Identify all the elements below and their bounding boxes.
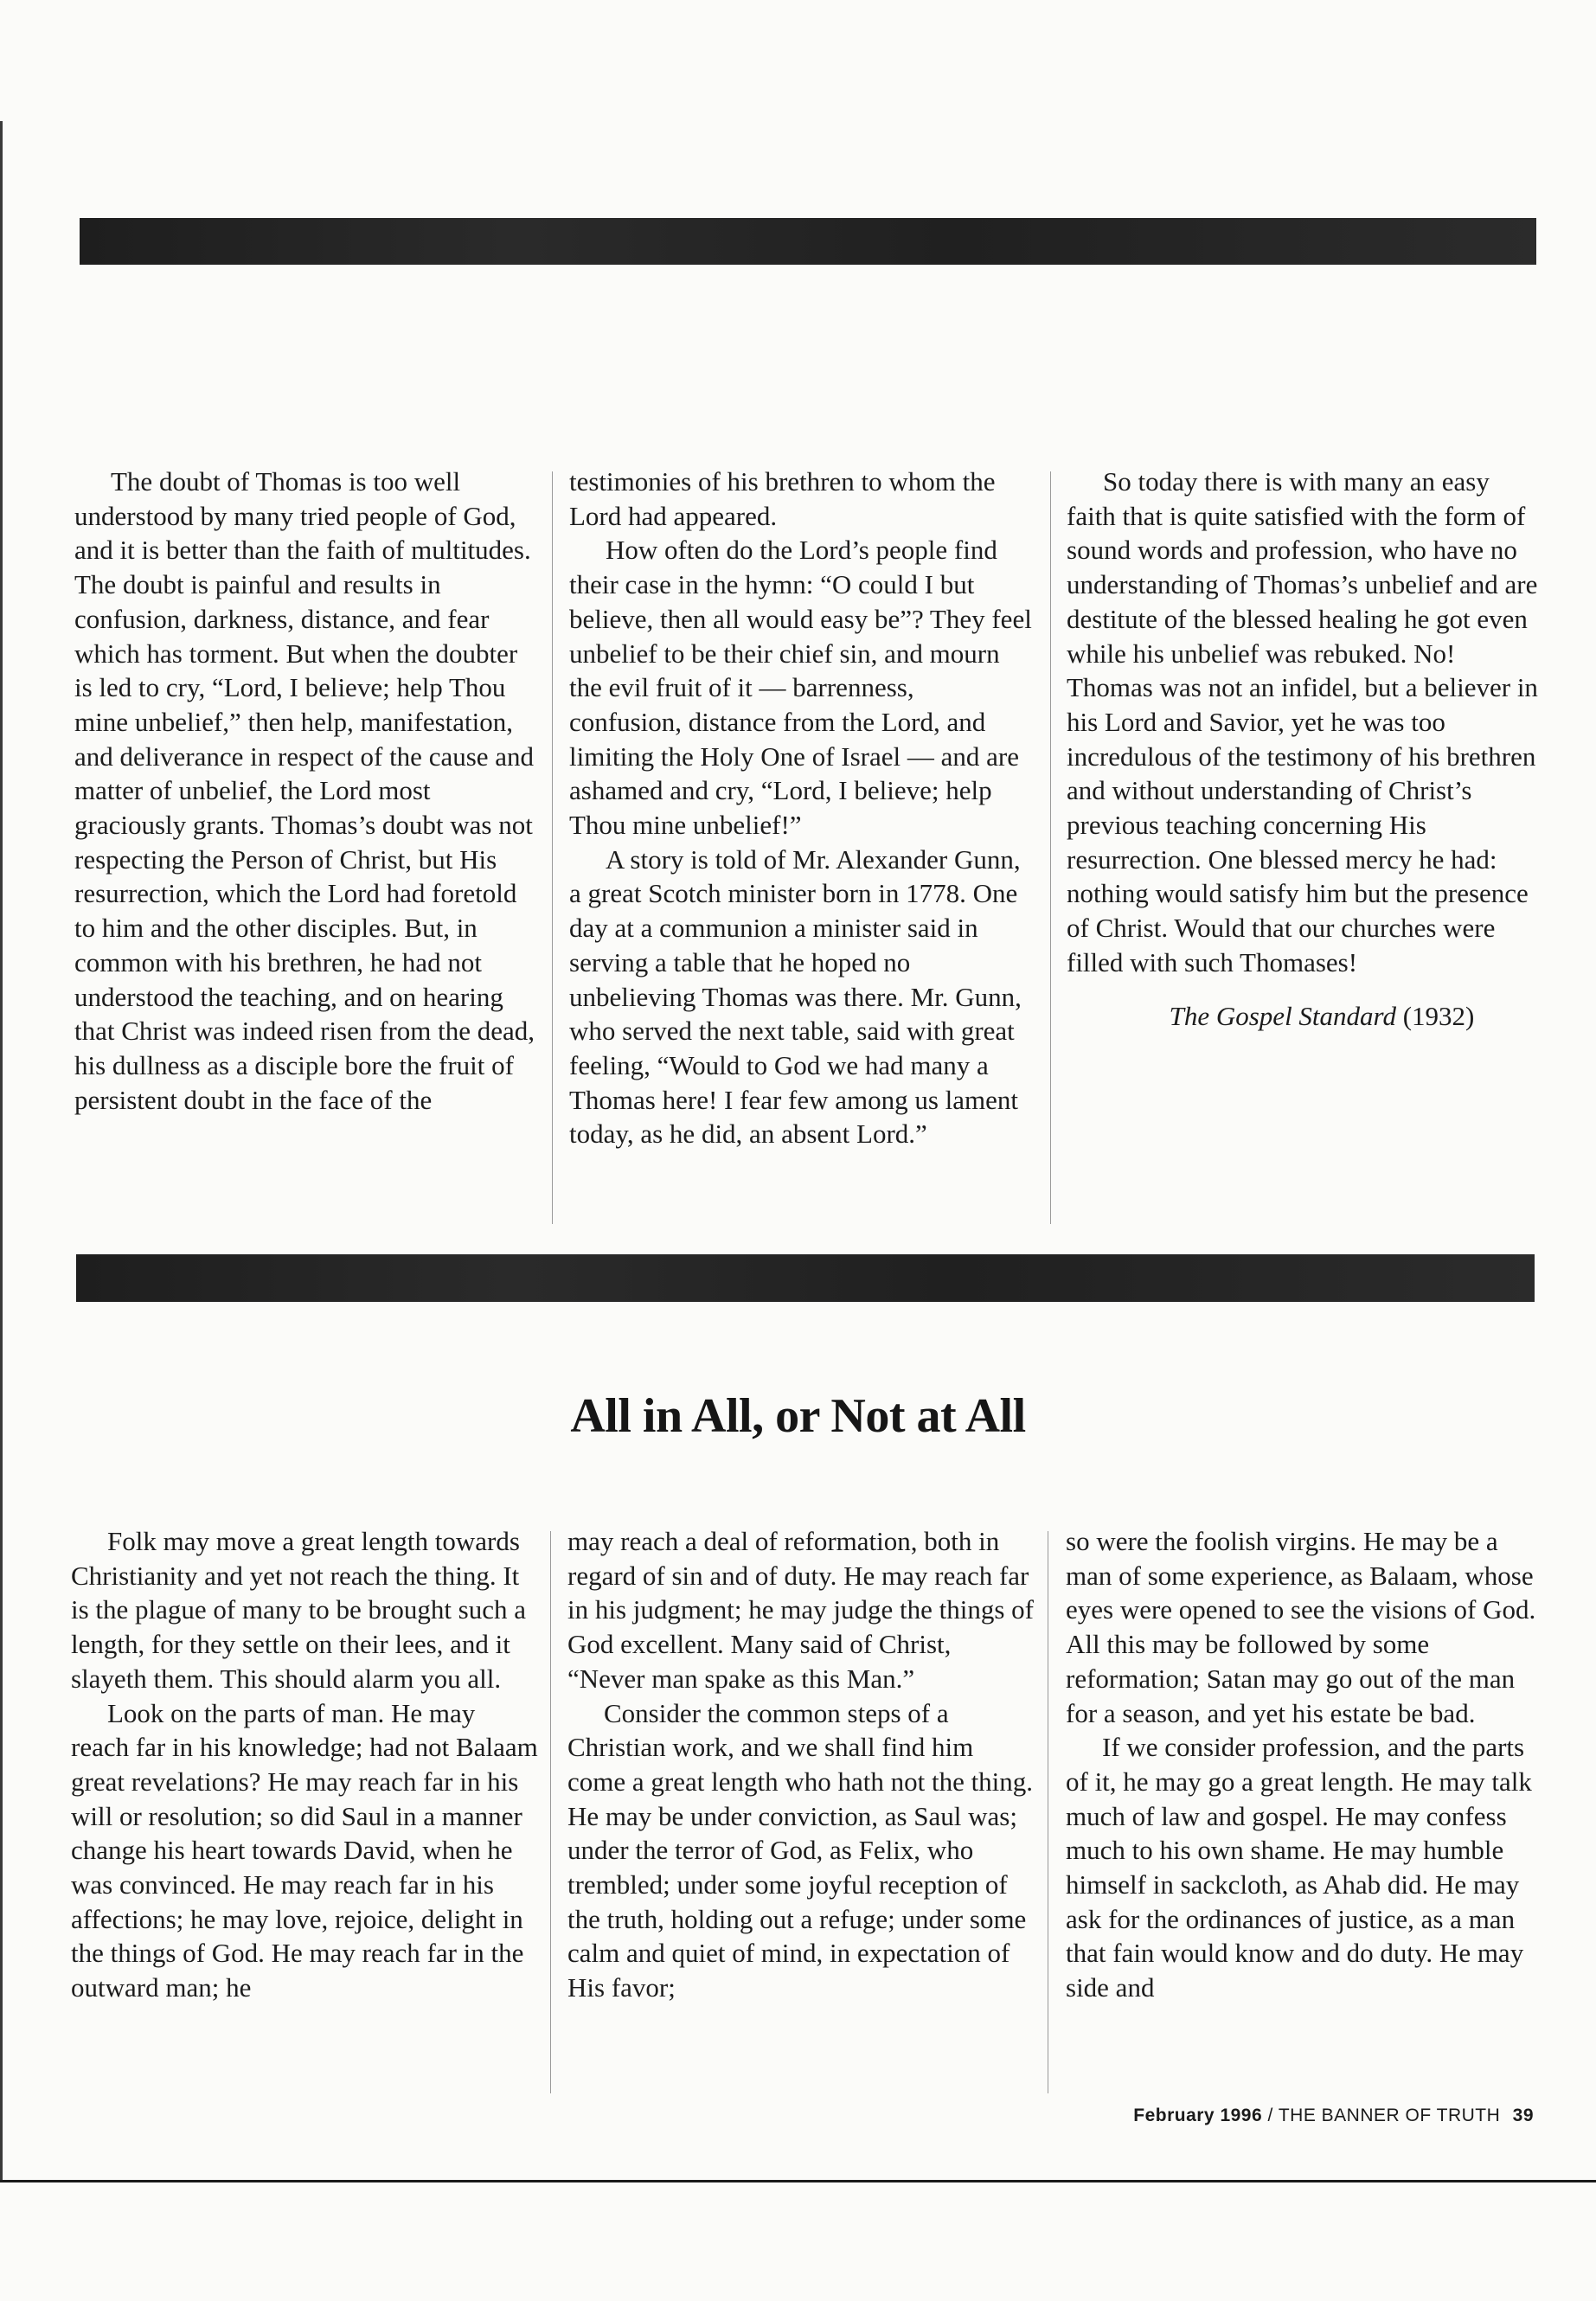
page-footer [1133, 2106, 1534, 2126]
article1-column-2 [569, 465, 1033, 1151]
paragraph: so were the foolish virgins. He may be a man of some experience, as Balaam, whose eyes were opened to see the visions of God. All this may be followed by some reformation; Satan may go out of the man for a season, and yet his estate be bad. [1066, 1526, 1536, 1728]
article2-column-1 [71, 1524, 538, 2005]
paragraph: So today there is with many an easy faith that is quite satisfied with the form of sound words and profession, who have no understanding of Thomas’s unbelief and are destitute of the blessed healing he got even while his unbelief was rebuked. No! Thomas was not an infidel, but a believer in his Lord and Savior, yet he was too incredulous of the testimony of his brethren and without understanding of Christ’s previous teaching concerning His resurrection. One blessed mercy he had: nothing would satisfy him but the presence of Christ. Would that our churches were filled with such Thomases! [1067, 466, 1538, 977]
source-citation [1067, 999, 1541, 1034]
left-edge-line [0, 121, 3, 2180]
paragraph: testimonies of his brethren to whom the Lord had appeared. [569, 466, 996, 531]
column-rule [1050, 471, 1051, 1224]
bottom-edge-line [0, 2180, 1596, 2182]
article1-column-1 [74, 465, 542, 1117]
article2-column-2 [567, 1524, 1035, 2005]
footer-publication: THE BANNER OF TRUTH [1278, 2106, 1501, 2125]
section-divider-bar [76, 1254, 1535, 1302]
paragraph: If we consider profession, and the parts of it, he may go a great length. He may talk much of law and gospel. He may confess much to his own shame. He may humble himself in sackcloth, as Ahab did. He may ask for the ordinances of justice, as a man that fain would know and do duty. He may side and [1066, 1732, 1532, 2003]
footer-date: February 1996 [1133, 2106, 1263, 2125]
paragraph: may reach a deal of reformation, both in regard of sin and of duty. He may reach far in his judgment; he may judge the things of God excellent. Many said of Christ, “Never man spake as this Man.” [567, 1526, 1034, 1694]
paragraph: The doubt of Thomas is too well understood by many tried people of God, and it is better than the faith of multitudes. The doubt is painful and results in confusion, darkness, distance, and fear which has torment. But when the doubter is led to cry, “Lord, I believe; help Thou mine unbelief,” then help, manifestation, and deliverance in respect of the cause and matter of unbelief, the Lord most graciously grants. Thomas’s doubt was not respecting the Person of Christ, but His resurrection, which the Lord had foretold to him and the other disciples. But, in common with his brethren, he had not understood the teaching, and on hearing that Christ was indeed risen from the dead, his dullness as a disciple bore the fruit of persistent doubt in the face of the [74, 466, 535, 1115]
paragraph: A story is told of Mr. Alexander Gunn, a great Scotch minister born in 1778. One day at a communion a minister said in serving a table that he hoped no unbelieving Thomas was there. Mr. Gunn, who served the next table, said with great feeling, “Would to God we had many a Thomas here! I fear few among us lament today, as he did, an absent Lord.” [569, 843, 1022, 1150]
footer-separator: / [1267, 2106, 1273, 2125]
paragraph: How often do the Lord’s people find their case in the hymn: “O could I but believe, then all would easy be”? They feel unbelief to be their chief sin, and mourn the evil fruit of it — barrenness, confusion, distance from the Lord, and limiting the Holy One of Israel — and are ashamed and cry, “Lord, I believe; help Thou mine unbelief!” [569, 535, 1032, 841]
paragraph: Look on the parts of man. He may reach far in his knowledge; had not Balaam great revelations? He may reach far in his will or resolution; so did Saul in a manner change his heart towards David, when he was convinced. He may reach far in his affections; he may love, rejoice, delight in the things of God. He may reach far in the outward man; he [71, 1697, 538, 2003]
column-rule [550, 1531, 551, 2093]
source-year: (1932) [1402, 1000, 1475, 1031]
article-title: All in All, or Not at All [570, 1389, 1026, 1443]
page-number: 39 [1512, 2106, 1534, 2125]
article1-column-3 [1067, 465, 1541, 1033]
paragraph: Consider the common steps of a Christian work, and we shall find him come a great length who hath not the thing. He may be under conviction, as Saul was; under the terror of God, as Felix, who trembled; under some joyful reception of the truth, holding out a refuge; under some calm and quiet of mind, in expectation of His favor; [567, 1697, 1034, 2003]
top-banner-bar [80, 218, 1536, 265]
column-rule [552, 471, 553, 1224]
paragraph: Folk may move a great length towards Christianity and yet not reach the thing. It is the plague of many to be brought such a length, for they settle on their lees, and it slayeth them. This should alarm you all. [71, 1526, 527, 1694]
article2-column-3 [1066, 1524, 1540, 2005]
source-title: The Gospel Standard [1169, 1000, 1396, 1031]
